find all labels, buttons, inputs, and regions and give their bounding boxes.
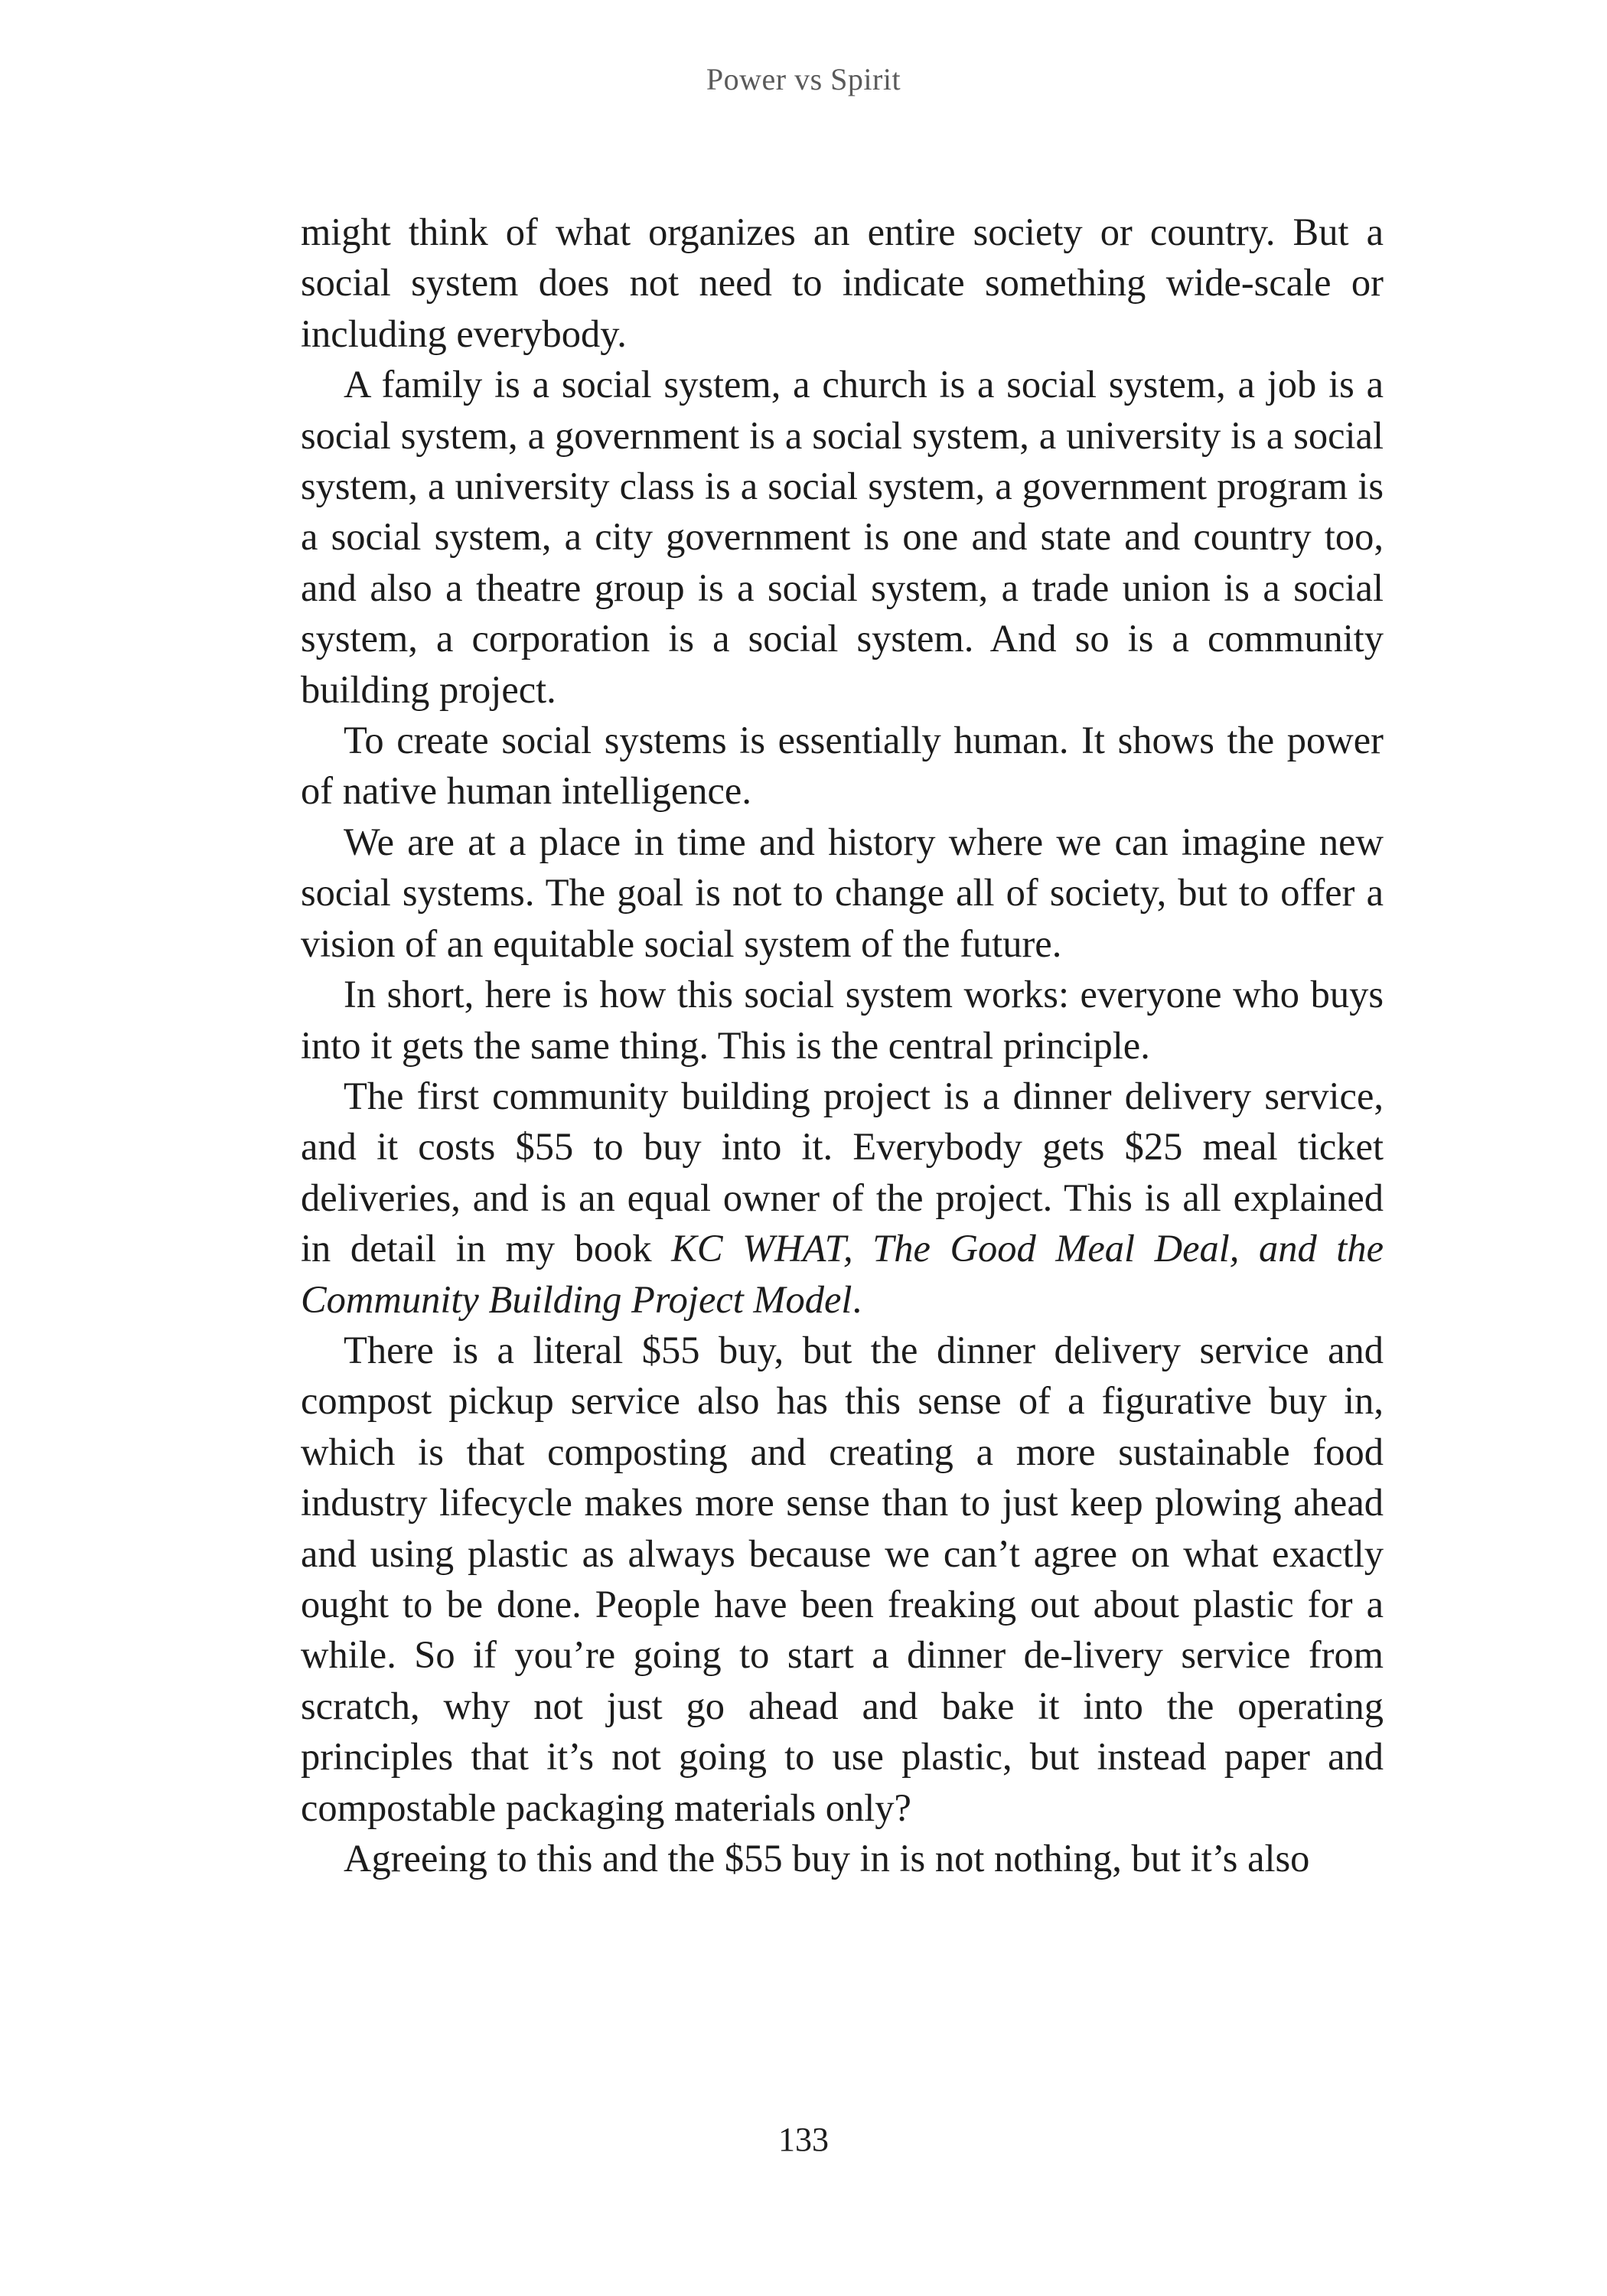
paragraph: might think of what organizes an entire society or country. But a social system does not need to indicate something wide-scale or including everybody. [301, 210, 1384, 355]
paragraph-with-book-title [301, 1071, 1384, 1325]
paragraph: In short, here is how this social system works: everyone who buys into it gets the same thing. This is the central principle. [301, 973, 1384, 1067]
paragraph: Agreeing to this and the $55 buy in is not nothing, but it’s also [344, 1837, 1310, 1880]
paragraph: A family is a social system, a church is a social system, a job is a social system, a government is a social system, a university is a social system, a university class is a social system, a government program is a social system, a city government is one and state and country too, and also a theatre group is a social system, a trade union is a social system, a corporation is a social system. And so is a community building project. [301, 363, 1384, 711]
paragraph: To create social systems is essentially human. It shows the power of native human intelligence. [301, 719, 1384, 813]
paragraph-text: The first community building project is a dinner delivery service, and it costs $55 to buy into it. Everybody gets $25 meal ticket deliveries, and is an equal owner of the project. This is all explained in detail in my book [301, 1074, 1384, 1270]
book-title: KC WHAT, The Good Meal Deal, and the Community Building Project Model [301, 1227, 1384, 1321]
running-header: Power vs Spirit [706, 62, 901, 96]
body-text [301, 207, 1384, 1883]
paragraph: We are at a place in time and history where we can imagine new social systems. The goal is not to change all of society, but to offer a vision of an equitable social system of the future. [301, 820, 1384, 965]
paragraph: There is a literal $55 buy, but the dinner delivery service and compost pickup service also has this sense of a figurative buy in, which is that composting and creating a more sustainable food industry lifecycle makes more sense than to just keep plowing ahead and using plastic as always because we can’t agree on what exactly ought to be done. People have been freaking out about plastic for a while. So if you’re going to start a dinner de-livery service from scratch, why not just go ahead and bake it into the operating principles that it’s not going to use plastic, but instead paper and compostable packaging materials only? [301, 1328, 1384, 1829]
paragraph-text: . [852, 1277, 862, 1321]
page-number: 133 [778, 2121, 829, 2158]
